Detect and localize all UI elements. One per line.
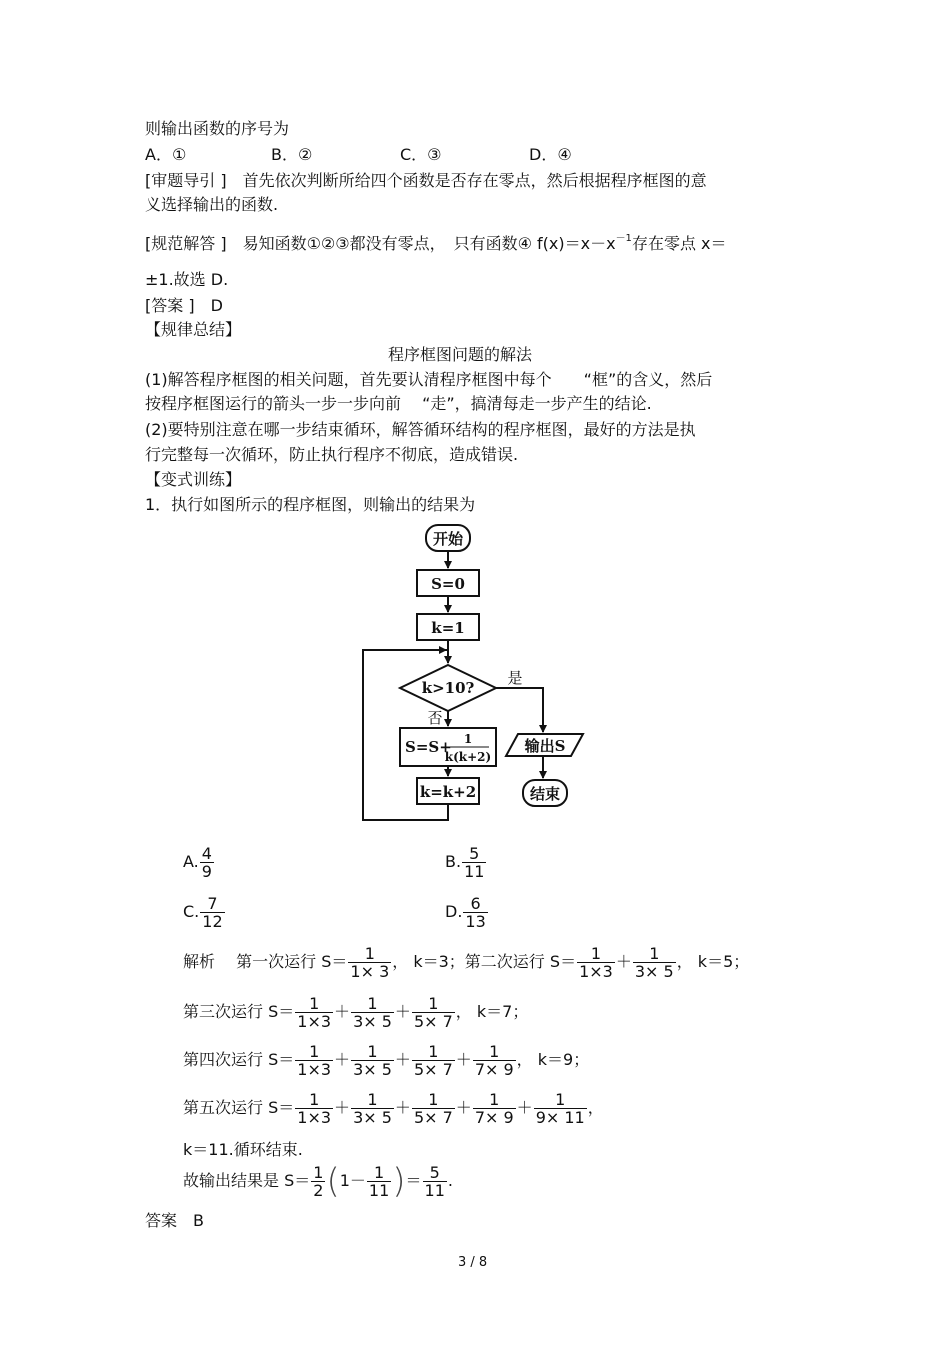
one-minus: 1－ (339, 1171, 366, 1190)
fraction (295, 1043, 333, 1078)
plus: ＋ (334, 1002, 351, 1021)
frac-num: 1 (577, 945, 615, 963)
plus: ＋ (615, 952, 632, 971)
option-a-prefix: A. (183, 852, 199, 871)
page-number: 3 / 8 (458, 1255, 488, 1270)
option-a-fraction (200, 845, 214, 880)
frac-num: 1 (295, 1043, 333, 1061)
rule-item-3: (2)要特别注意在哪一步结束循环，解答循环结构的程序框图，最好的方法是执 (145, 420, 696, 439)
rule-title: 程序框图问题的解法 (388, 345, 533, 364)
plus: ＋ (334, 1098, 351, 1117)
choice-c: C．③ (400, 145, 442, 164)
s-eq: S＝ (321, 952, 348, 971)
s-eq: S＝ (268, 1002, 295, 1021)
run2-label: 第二次运行 (464, 952, 545, 971)
fraction (351, 995, 394, 1030)
frac-den: 5× 7 (413, 1012, 453, 1031)
equals: ＝ (405, 1171, 422, 1190)
run5-label: 第五次运行 (183, 1098, 264, 1117)
final-prefix: 故输出结果是 S＝ (183, 1171, 311, 1190)
plus: ＋ (455, 1050, 472, 1069)
rule-item-2: 按程序框图运行的箭头一步一步向前 “走”，搞清每走一步产生的结论. (145, 394, 652, 413)
option-d-prefix: D. (445, 902, 463, 921)
flowchart-condition-label: k>10? (421, 679, 475, 697)
flowchart-init-k-label: k=1 (431, 619, 465, 637)
rule-item-1: (1)解答程序框图的相关问题，首先要认清程序框图中每个 “框”的含义，然后 (145, 370, 713, 389)
flowchart-yes-label: 是 (507, 669, 523, 687)
option-a (183, 845, 215, 880)
solution-line-1 (145, 234, 727, 257)
fraction (633, 945, 676, 980)
plus: ＋ (455, 1098, 472, 1117)
option-b-fraction (462, 845, 486, 880)
solution-line-2: ±1.故选 D. (145, 270, 229, 289)
flowchart (355, 520, 610, 830)
rule-item-4: 行完整每一次循环，防止执行程序不彻底，造成错误. (145, 445, 519, 464)
fraction (348, 945, 391, 980)
option-d-den: 13 (465, 912, 486, 931)
intro-line: 则输出函数的序号为 (145, 119, 290, 138)
frac-num: 1 (295, 995, 333, 1013)
practice-header: 【变式训练】 (145, 470, 242, 489)
analysis-label: 解析 (183, 952, 216, 971)
analysis-line-3 (183, 1043, 589, 1078)
frac-num: 1 (367, 1164, 391, 1182)
plus: ＋ (394, 1002, 411, 1021)
flowchart-output-label: 输出S (524, 737, 566, 755)
answer-1: [答案 ] D (145, 296, 223, 315)
paren-left: ( (326, 1161, 340, 1202)
flowchart-start-label: 开始 (432, 530, 464, 548)
analysis-loop-end: k＝11.循环结束. (183, 1140, 303, 1159)
fraction (295, 995, 333, 1030)
s-eq: S＝ (268, 1050, 295, 1069)
question-1: 1．执行如图所示的程序框图，则输出的结果为 (145, 495, 476, 514)
frac-den: 1× 3 (350, 962, 390, 981)
fraction (412, 995, 455, 1030)
plus: ＋ (394, 1098, 411, 1117)
frac-den: 3× 5 (353, 1108, 392, 1127)
frac-den: 1×3 (297, 1108, 332, 1127)
option-b-num: 5 (462, 845, 486, 863)
frac-den: 9× 11 (535, 1108, 585, 1127)
solution-part-2: 存在零点 x＝ (631, 234, 727, 253)
frac-den: 11 (424, 1181, 445, 1200)
frac-den: 1×3 (297, 1012, 332, 1031)
flowchart-end-label: 结束 (529, 785, 561, 803)
fraction (423, 1164, 447, 1199)
option-c-num: 7 (200, 895, 224, 913)
k-value: ， k＝7； (455, 1002, 529, 1021)
frac-den: 11 (368, 1181, 390, 1200)
flowchart-update-s-den: k(k+2) (444, 750, 492, 764)
fraction (351, 1043, 394, 1078)
fraction (577, 945, 615, 980)
flowchart-init-s-label: S=0 (431, 575, 465, 593)
answer-2: 答案 B (145, 1211, 204, 1230)
comma: ， (587, 1098, 604, 1117)
run1-label: 第一次运行 (236, 952, 317, 971)
option-b (445, 845, 487, 880)
frac-num: 1 (348, 945, 391, 963)
fraction (367, 1164, 391, 1199)
frac-den: 5× 7 (413, 1060, 453, 1079)
frac-den: 2 (313, 1181, 324, 1200)
frac-den: 3× 5 (353, 1060, 392, 1079)
option-a-den: 9 (201, 862, 212, 881)
analysis-line-4 (183, 1091, 604, 1126)
frac-num: 1 (351, 995, 394, 1013)
fraction (295, 1091, 333, 1126)
k-value: ， k＝3； (392, 952, 465, 971)
frac-den: 5× 7 (413, 1108, 453, 1127)
fraction (311, 1164, 325, 1199)
fraction (412, 1091, 455, 1126)
option-d-num: 6 (463, 895, 487, 913)
frac-num: 5 (423, 1164, 447, 1182)
plus: ＋ (334, 1050, 351, 1069)
fraction (534, 1091, 587, 1126)
frac-num: 1 (412, 1091, 455, 1109)
frac-num: 1 (633, 945, 676, 963)
option-d (445, 895, 489, 930)
plus: ＋ (516, 1098, 533, 1117)
fraction (412, 1043, 455, 1078)
frac-num: 1 (412, 1043, 455, 1061)
k-value: ， k＝9； (516, 1050, 590, 1069)
solution-exponent: －1 (615, 233, 632, 244)
guide-line-2: 义选择输出的函数. (145, 195, 279, 214)
flowchart-update-s-num: 1 (463, 732, 473, 746)
flowchart-no-label: 否 (427, 709, 443, 727)
fraction (473, 1091, 516, 1126)
run4-label: 第四次运行 (183, 1050, 264, 1069)
option-c (183, 895, 226, 930)
frac-num: 1 (473, 1091, 516, 1109)
frac-den: 7× 9 (474, 1108, 514, 1127)
frac-num: 1 (351, 1091, 394, 1109)
analysis-final (183, 1161, 453, 1202)
s-eq: S＝ (268, 1098, 295, 1117)
frac-num: 1 (295, 1091, 333, 1109)
option-c-prefix: C. (183, 902, 200, 921)
option-b-den: 11 (464, 862, 485, 881)
s-eq: S＝ (549, 952, 577, 971)
option-a-num: 4 (201, 844, 212, 863)
period: . (447, 1171, 453, 1190)
frac-num: 1 (534, 1091, 587, 1109)
run3-label: 第三次运行 (183, 1002, 264, 1021)
rule-header: 【规律总结】 (145, 320, 242, 339)
frac-num: 1 (313, 1163, 324, 1182)
analysis-line-1 (183, 945, 749, 980)
choice-b: B．② (271, 145, 313, 164)
paren-right: ) (392, 1161, 406, 1202)
plus: ＋ (394, 1050, 411, 1069)
option-c-fraction (200, 895, 224, 930)
flowchart-update-k-label: k=k+2 (419, 783, 477, 801)
frac-num: 1 (473, 1043, 516, 1061)
analysis-line-2 (183, 995, 528, 1030)
frac-den: 1×3 (297, 1060, 332, 1079)
solution-part-1: [规范解答 ] 易知函数①②③都没有零点， 只有函数④ f(x)＝x－x (145, 234, 616, 253)
option-d-fraction (463, 895, 487, 930)
frac-num: 1 (412, 995, 455, 1013)
option-c-den: 12 (202, 912, 223, 931)
option-b-prefix: B. (445, 852, 462, 871)
frac-num: 1 (351, 1043, 394, 1061)
fraction (473, 1043, 516, 1078)
flowchart-update-s-prefix: S=S+ (405, 738, 452, 756)
frac-den: 3× 5 (634, 962, 674, 981)
choice-a: A．① (145, 145, 187, 164)
choice-d: D．④ (529, 145, 572, 164)
fraction (351, 1091, 394, 1126)
guide-line-1: [审题导引 ] 首先依次判断所给四个函数是否存在零点，然后根据程序框图的意 (145, 171, 707, 190)
frac-den: 1×3 (579, 962, 613, 981)
k-value: ， k＝5； (676, 952, 750, 971)
frac-den: 3× 5 (353, 1012, 392, 1031)
frac-den: 7× 9 (474, 1060, 514, 1079)
